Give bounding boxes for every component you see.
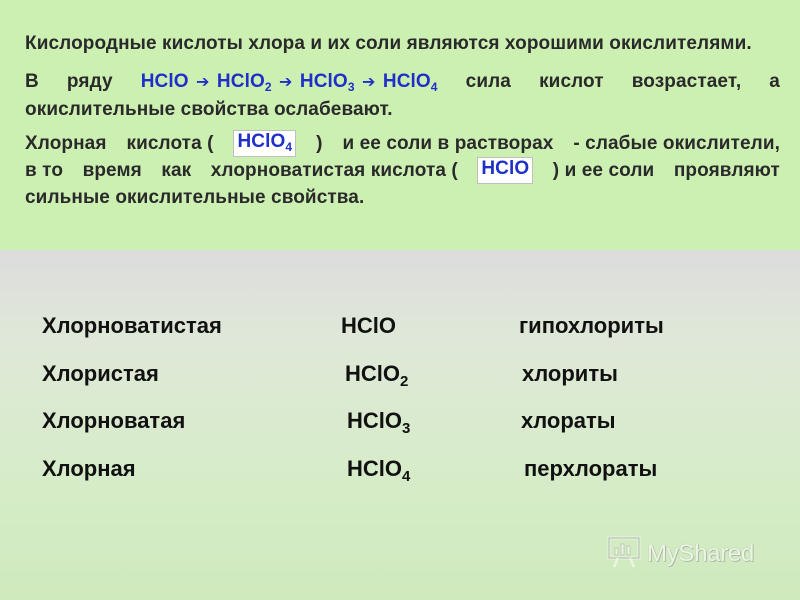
acid-formula: HClO$_2$ (345, 361, 409, 390)
text-kislota-paren: кислота ( (126, 133, 214, 154)
acid-name: Хлорноватистая (42, 313, 222, 338)
text-panel (0, 0, 800, 250)
acid-formula: HClO (341, 313, 396, 338)
formula-box-hclo4: HClO$_4$ (233, 130, 296, 157)
paragraph-1-line (25, 30, 780, 57)
formula-box-hclo: HClO (477, 157, 533, 184)
acid-name: Хлорноватая (42, 408, 186, 433)
text-i-ee-soli: и ее соли в растворах (342, 133, 554, 154)
formula-hclo3: HClO$_3$ (299, 71, 355, 94)
salt-name: хлориты (522, 361, 618, 386)
close-paren: ) (316, 133, 323, 154)
salt-name: перхлораты (524, 456, 658, 481)
acid-row (0, 408, 800, 438)
acid-row (0, 361, 800, 391)
salt-name: хлораты (521, 408, 616, 433)
formula-hclo: HClO (140, 71, 189, 92)
word-ryadu: ряду (66, 71, 113, 92)
acid-name: Хлорная (42, 456, 136, 481)
word-proyavlyayut: проявляют (673, 160, 780, 181)
myshared-watermark[interactable] (606, 536, 754, 572)
arrow-icon: ➔ (196, 74, 210, 91)
text-v-to: в то (25, 160, 64, 181)
word-v: В (25, 71, 39, 92)
paragraph-1 (25, 30, 780, 57)
text-i-ee-soli-2: ) и ее соли (552, 160, 655, 181)
formula-hclo2: HClO$_2$ (216, 71, 272, 94)
word-vozrastaet: возрастает, (631, 71, 742, 92)
watermark-text: MyShared (647, 540, 754, 567)
paragraph-1-text: Кислородные кислоты хлора и их соли являются хорошими окислителями. (25, 33, 752, 54)
acid-formula: HClO$_4$ (347, 456, 411, 485)
word-vremya: время (82, 160, 142, 181)
acid-row (0, 313, 800, 343)
formula-hclo4: HClO$_4$ (382, 71, 438, 94)
paragraph-2-line-1 (25, 68, 780, 96)
paragraph-3-line-2 (25, 157, 780, 184)
acid-row (0, 456, 800, 486)
paragraph-2 (25, 68, 780, 123)
arrow-icon: ➔ (361, 74, 376, 91)
word-sila: сила (465, 71, 511, 92)
presentation-board-icon (606, 535, 642, 574)
text-slabye-okisliteli: - слабые окислители, (573, 133, 780, 154)
word-kislot: кислот (539, 71, 604, 92)
paragraph-2-line-2: окислительные свойства ослабевают. (25, 99, 393, 120)
paragraph-3 (25, 130, 780, 211)
word-hlornaya: Хлорная (25, 133, 107, 154)
word-kak: как (161, 160, 192, 181)
text-hlornovatistaya: хлорноватистая кислота ( (210, 160, 458, 181)
paragraph-3-line-1 (25, 130, 780, 157)
acid-name: Хлористая (42, 361, 159, 386)
salt-name: гипохлориты (519, 313, 664, 338)
word-a: а (769, 71, 780, 92)
arrow-icon: ➔ (279, 74, 293, 91)
acid-formula: HClO$_3$ (347, 408, 411, 437)
acid-series-chain (141, 68, 438, 96)
paragraph-3-line-3: сильные окислительные свойства. (25, 187, 365, 208)
